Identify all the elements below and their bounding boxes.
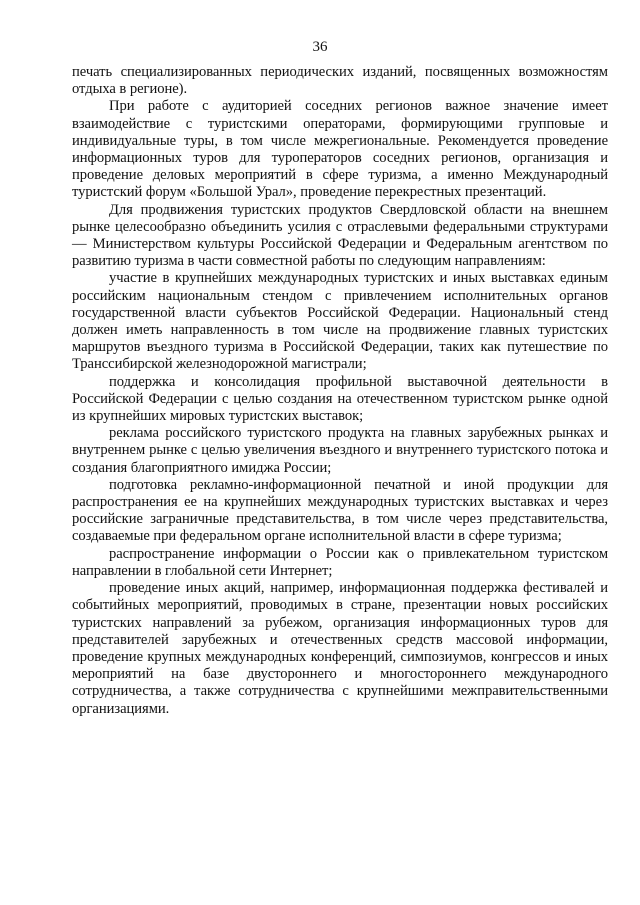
list-item-other-actions: проведение иных акций, например, информационная поддержка фестивалей и событийных мероприятий, проводимых в стране, презентации новых российских туристских направлений за рубежом, организация информационных туров для представителей зарубежных и отечественных средств массовой информации, проведение крупных международных конференций, симпозиумов, конгрессов и иных мероприятий на базе двустороннего и многостороннего международного сотрудничества, а также сотрудничества с крупнейшими межправительственными организациями. bbox=[72, 580, 608, 717]
paragraph-continuation: печать специализированных периодических изданий, посвященных возможностям отдыха в регионе). bbox=[72, 64, 608, 98]
list-item-exhibition-support: поддержка и консолидация профильной выставочной деятельности в Российской Федерации с целью создания на отечественном туристском рынке одной из крупнейших мировых туристских выставок; bbox=[72, 373, 608, 425]
list-item-internet: распространение информации о России как о привлекательном туристском направлении в глобальной сети Интернет; bbox=[72, 545, 608, 579]
list-item-exhibitions: участие в крупнейших международных туристских и иных выставках единым российским национальным стендом с привлечением исполнительных органов государственной власти субъектов Российской Федерации. Национальный стенд должен иметь направленность в том числе на продвижение главных туристских маршрутов въездного туризма в Российской Федерации, таких как путешествие по Транссибирской железнодорожной магистрали; bbox=[72, 270, 608, 373]
page-number: 36 bbox=[312, 39, 328, 55]
paragraph-neighbor-regions: При работе с аудиторией соседних регионов важное значение имеет взаимодействие с туристскими операторами, формирующими групповые и индивидуальные туры, в том числе межрегиональные. Рекомендуется проведение информационных туров для туроператоров соседних регионов, организация и проведение деловых мероприятий в сфере туризма, а именно Международный туристский форум «Большой Урал», проведение перекрестных презентаций. bbox=[72, 98, 608, 201]
paragraph-external-market: Для продвижения туристских продуктов Свердловской области на внешнем рынке целесообразно объединить усилия с отраслевыми федеральными структурами — Министерством культуры Российской Федерации и Федеральным агентством по развитию туризма в части совместной работы по следующим направлениям: bbox=[72, 201, 608, 270]
list-item-advertising: реклама российского туристского продукта на главных зарубежных рынках и внутреннем рынке с целью увеличения въездного и внутреннего туристского потока и создания благоприятного имиджа России; bbox=[72, 425, 608, 476]
list-item-printed-materials: подготовка рекламно-информационной печатной и иной продукции для распространения ее на крупнейших международных туристских выставках и через российские заграничные представительства, в том числе через представительства, создаваемые при федеральном органе исполнительной власти в сфере туризма; bbox=[72, 476, 608, 545]
document-body bbox=[72, 64, 608, 718]
